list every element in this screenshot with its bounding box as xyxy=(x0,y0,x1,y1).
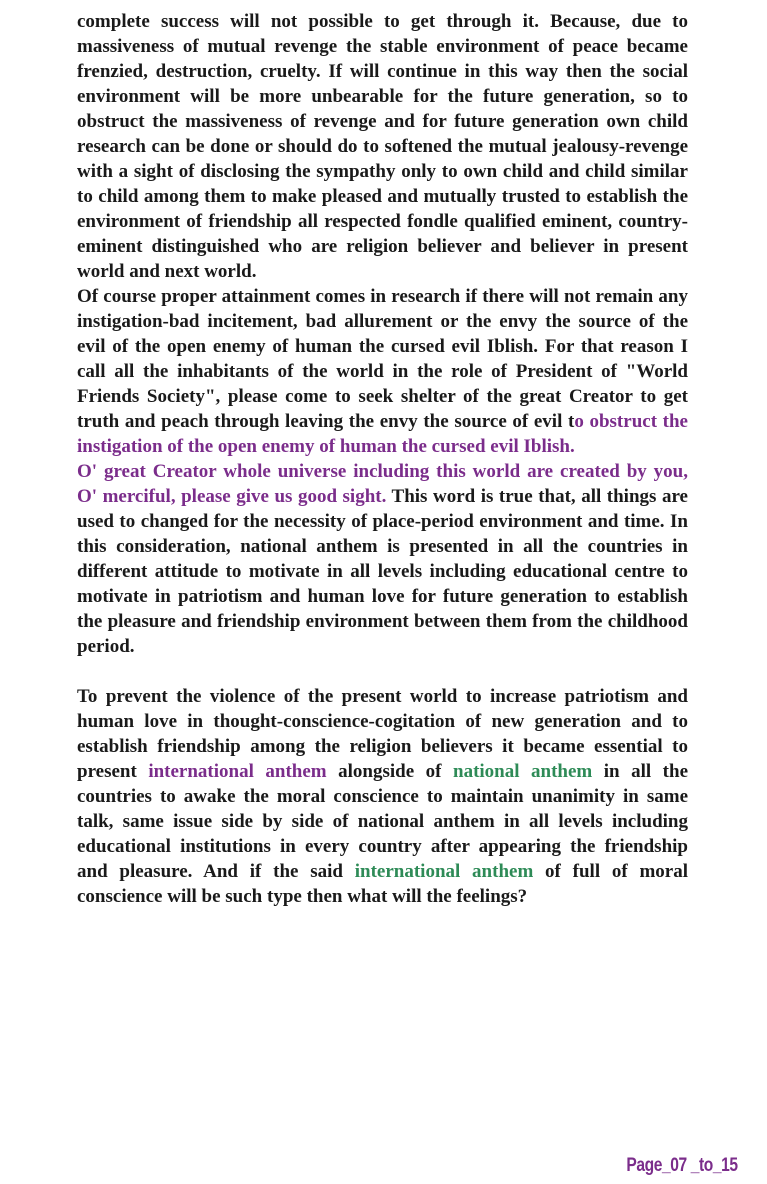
paragraph-4-text-2: alongside of xyxy=(326,761,453,782)
paragraph-4-text-3: in all the countries to awake the moral conscience to maintain unanimity in same talk, same issue side by side of national anthem in all levels including educational institutions in every country after appearing the friendship and pleasure. And if the said xyxy=(77,761,689,882)
international-anthem-highlight-1: international anthem xyxy=(148,761,327,782)
international-anthem-highlight-2: international anthem xyxy=(354,861,534,882)
paragraph-3-highlight: O' great Creator whole universe including this world are created by you, O' merciful, please give us good sight. xyxy=(77,461,688,507)
paragraph-1: complete success will not possible to get through it. Because, due to massiveness of mutual revenge the stable environment of peace became frenzied, destruction, cruelty. If will continue in this way then the social environment will be more unbearable for the future generation, so to obstruct the massiveness of revenge and for future generation own child research can be done or should do to softened the mutual jealousy-revenge with a sight of disclosing the sympathy only to own child and child similar to child among them to make pleased and mutually trusted to establish the environment of friendship all respected fondle qualified eminent, country-eminent distinguished who are religion believer and believer in present world and next world. xyxy=(77,11,688,282)
paragraph-3-text: This word is true that, all things are used to changed for the necessity of place-period environment and time. In this consideration, national anthem is presented in all the countries in different attitude to motivate in all levels including educational centre to motivate in patriotism and human love for future generation to establish the pleasure and friendship environment between them from the childhood period. xyxy=(77,486,688,657)
paragraph-spacer xyxy=(77,659,688,684)
paragraph-3 xyxy=(77,459,688,659)
paragraph-4-text-4: of full of moral conscience will be such type then what will the feelings? xyxy=(77,861,688,907)
paragraph-2 xyxy=(77,284,688,459)
paragraph-2-text: Of course proper attainment comes in research if there will not remain any instigation-bad incitement, bad allurement or the envy the source of the evil of the open enemy of human the cursed evil Iblish. For that reason I call all the inhabitants of the world in the role of President of "World Friends Society", please come to seek shelter of the great Creator to get truth and peach through leaving the envy the source of evil t xyxy=(77,286,688,432)
document-body xyxy=(77,9,688,909)
paragraph-4 xyxy=(77,684,688,909)
national-anthem-highlight: national anthem xyxy=(453,761,593,782)
page-number-label: Page_07 _to_15 xyxy=(626,1155,738,1176)
paragraph-2-highlight: o obstruct the instigation of the open enemy of human the cursed evil Iblish. xyxy=(77,411,688,457)
paragraph-4-text-1: To prevent the violence of the present world to increase patriotism and human love in thought-conscience-cogitation of new generation and to establish friendship among the religion believers it became essential to present xyxy=(77,686,688,782)
